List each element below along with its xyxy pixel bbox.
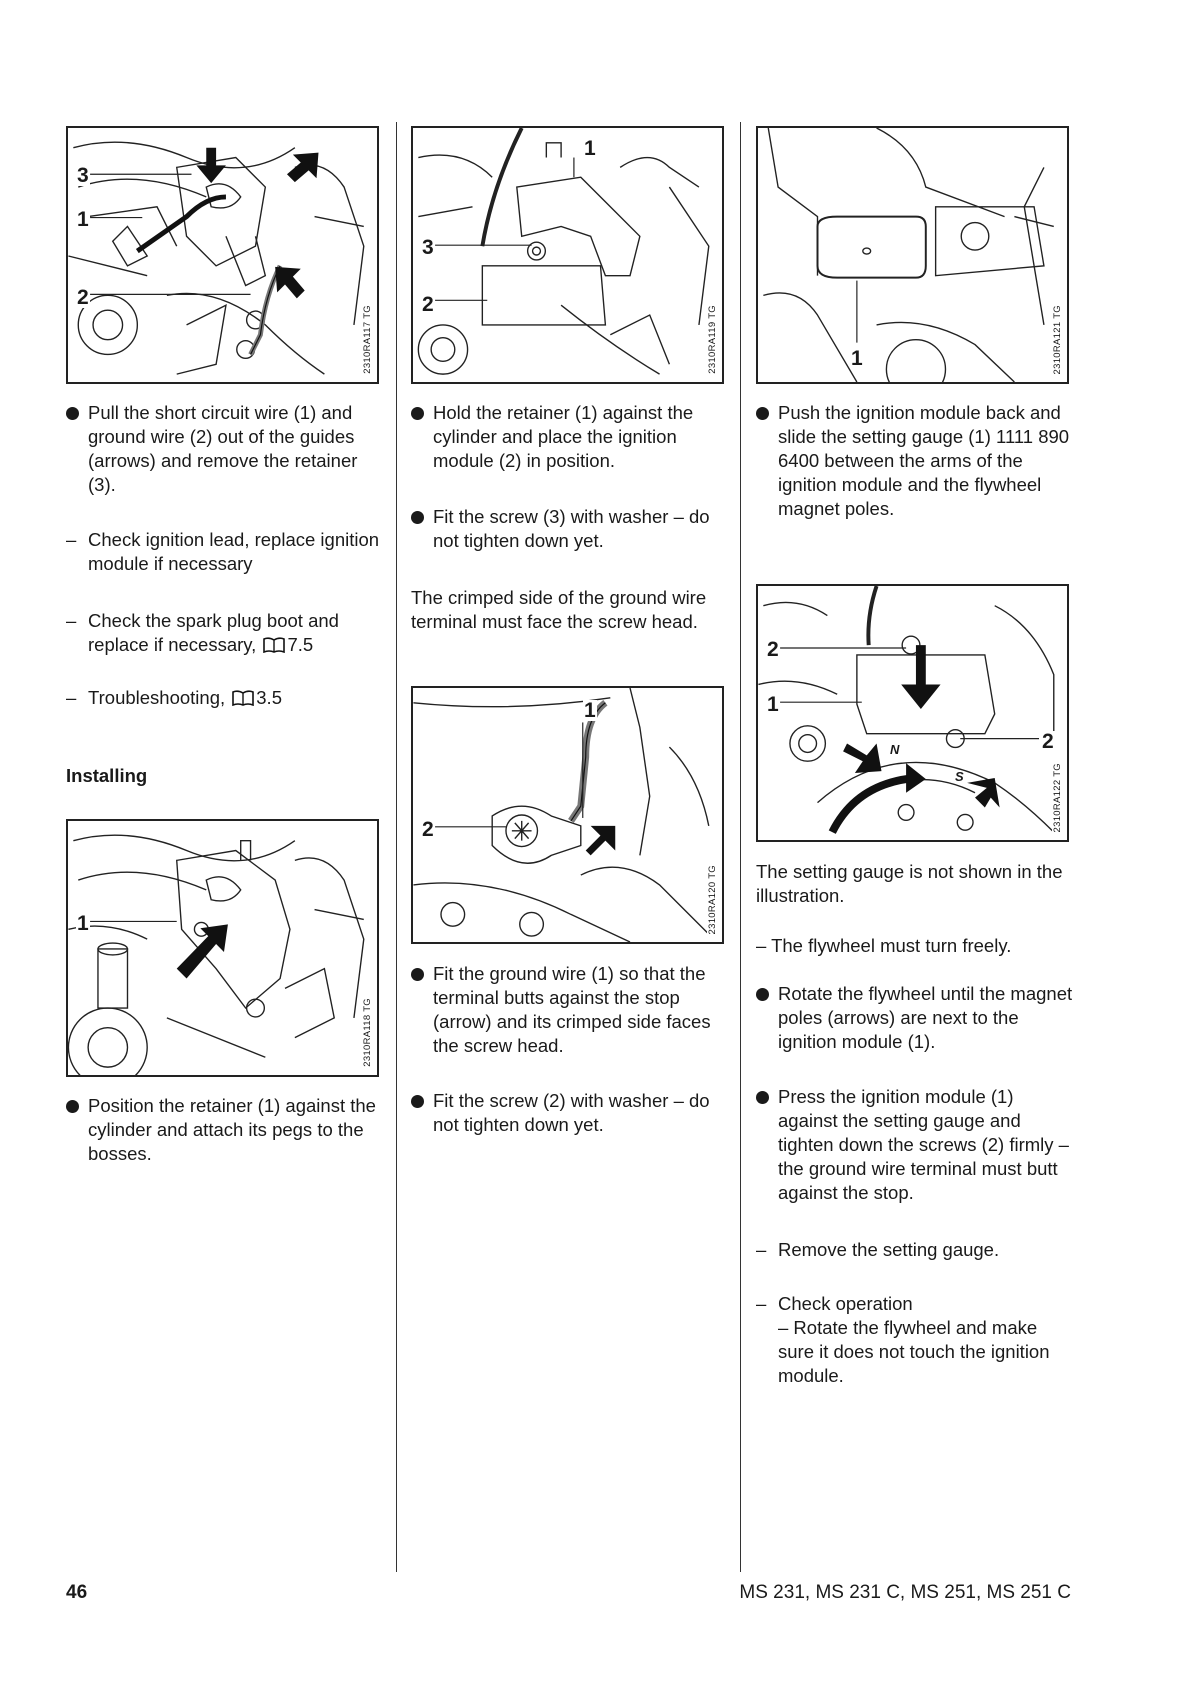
callout-2: 2 xyxy=(422,293,434,316)
magnet-pole-s-label: S xyxy=(955,769,964,784)
col2-note: The crimped side of the ground wire terminal must face the screw head. xyxy=(411,587,707,632)
figure-2310ra118 xyxy=(66,819,379,1077)
col2-step1: Hold the retainer (1) against the cylinder and place the ignition module (2) in position. xyxy=(411,401,731,473)
callout-1: 1 xyxy=(767,693,779,716)
figure-code: 2310RA118 TG xyxy=(362,998,373,1067)
col2-step3: Fit the ground wire (1) so that the terminal butts against the stop (arrow) and its crimped side faces the screw head. xyxy=(411,962,731,1058)
col1-step1: Pull the short circuit wire (1) and ground wire (2) out of the guides (arrows) and remove the retainer (3). xyxy=(66,401,386,497)
engine-illustration-120 xyxy=(413,688,722,942)
callout-3: 3 xyxy=(77,164,89,187)
col2-step4: Fit the screw (2) with washer – do not tighten down yet. xyxy=(411,1089,731,1137)
figure-2310ra117 xyxy=(66,126,379,384)
bullet-dot-icon xyxy=(411,1095,424,1108)
bullet-dot-icon xyxy=(756,1091,769,1104)
book-reference-icon xyxy=(232,690,254,706)
book-reference-icon xyxy=(263,637,285,653)
column-divider-left xyxy=(396,122,397,1572)
col3-step2: Rotate the flywheel until the magnet poles (arrows) are next to the ignition module (1). xyxy=(756,982,1076,1054)
figure-2310ra119 xyxy=(411,126,724,384)
figure-code: 2310RA119 TG xyxy=(707,305,718,374)
figure-code: 2310RA121 TG xyxy=(1052,304,1063,374)
callout-3: 3 xyxy=(422,236,434,259)
callout-2: 2 xyxy=(422,818,434,841)
engine-illustration-121 xyxy=(758,128,1067,382)
page-ref-link[interactable]: 7.5 xyxy=(287,634,314,655)
model-line: MS 231, MS 231 C, MS 251, MS 251 C xyxy=(739,1582,1071,1603)
figure-code: 2310RA122 TG xyxy=(1052,762,1063,832)
bullet-dot-icon xyxy=(411,407,424,420)
engine-illustration-118 xyxy=(68,821,377,1075)
figure-2310ra122 xyxy=(756,584,1069,842)
col1-step2: Position the retainer (1) against the cylinder and attach its pegs to the bosses. xyxy=(66,1094,386,1166)
magnet-pole-n-label: N xyxy=(890,742,900,757)
col3-step1: Push the ignition module back and slide the setting gauge (1) 1111 890 6400 between the arms of the ignition module and the flywheel magnet poles. xyxy=(756,401,1076,521)
bullet-dot-icon xyxy=(411,511,424,524)
col2-step2: Fit the screw (3) with washer – do not tighten down yet. xyxy=(411,505,731,553)
col1-dash3: – Troubleshooting, 3.5 xyxy=(66,687,282,708)
callout-1: 1 xyxy=(851,347,863,370)
section-heading-installing: Installing xyxy=(66,765,148,786)
col1-dash2: – Check the spark plug boot and replace if necessary, 7.5 xyxy=(66,610,339,655)
col1-dash1: – Check ignition lead, replace ignition module if necessary xyxy=(66,529,380,574)
bullet-dot-icon xyxy=(756,988,769,1001)
bullet-dot-icon xyxy=(66,407,79,420)
callout-1: 1 xyxy=(584,137,596,160)
bullet-dot-icon xyxy=(411,968,424,981)
callout-2: 2 xyxy=(1042,730,1054,753)
col3-dash1: – Remove the setting gauge. xyxy=(756,1239,1000,1260)
engine-illustration-122 xyxy=(758,586,1067,840)
col3-note1: The setting gauge is not shown in the illustration. xyxy=(756,861,1063,906)
bullet-dot-icon xyxy=(66,1100,79,1113)
page-number: 46 xyxy=(66,1582,88,1603)
page-ref-link[interactable]: 3.5 xyxy=(256,687,282,708)
col3-note2: – The flywheel must turn freely. xyxy=(756,935,1012,956)
callout-1: 1 xyxy=(77,912,89,935)
callout-1: 1 xyxy=(584,699,596,722)
col3-step3: Press the ignition module (1) against the setting gauge and tighten down the screws (2) firmly – the ground wire terminal must butt against the stop. xyxy=(756,1085,1076,1205)
callout-1: 1 xyxy=(77,208,89,231)
engine-illustration-119 xyxy=(413,128,722,382)
figure-2310ra120 xyxy=(411,686,724,944)
figure-code: 2310RA117 TG xyxy=(362,305,373,374)
figure-code: 2310RA120 TG xyxy=(707,864,718,934)
figure-2310ra121 xyxy=(756,126,1069,384)
engine-illustration-117 xyxy=(68,128,377,382)
column-divider-right xyxy=(740,122,741,1572)
bullet-dot-icon xyxy=(756,407,769,420)
callout-2: 2 xyxy=(767,638,779,661)
callout-2: 2 xyxy=(77,286,89,309)
col3-dash2: – Check operation – Rotate the flywheel and make sure it does not touch the ignition module. xyxy=(756,1293,1050,1386)
